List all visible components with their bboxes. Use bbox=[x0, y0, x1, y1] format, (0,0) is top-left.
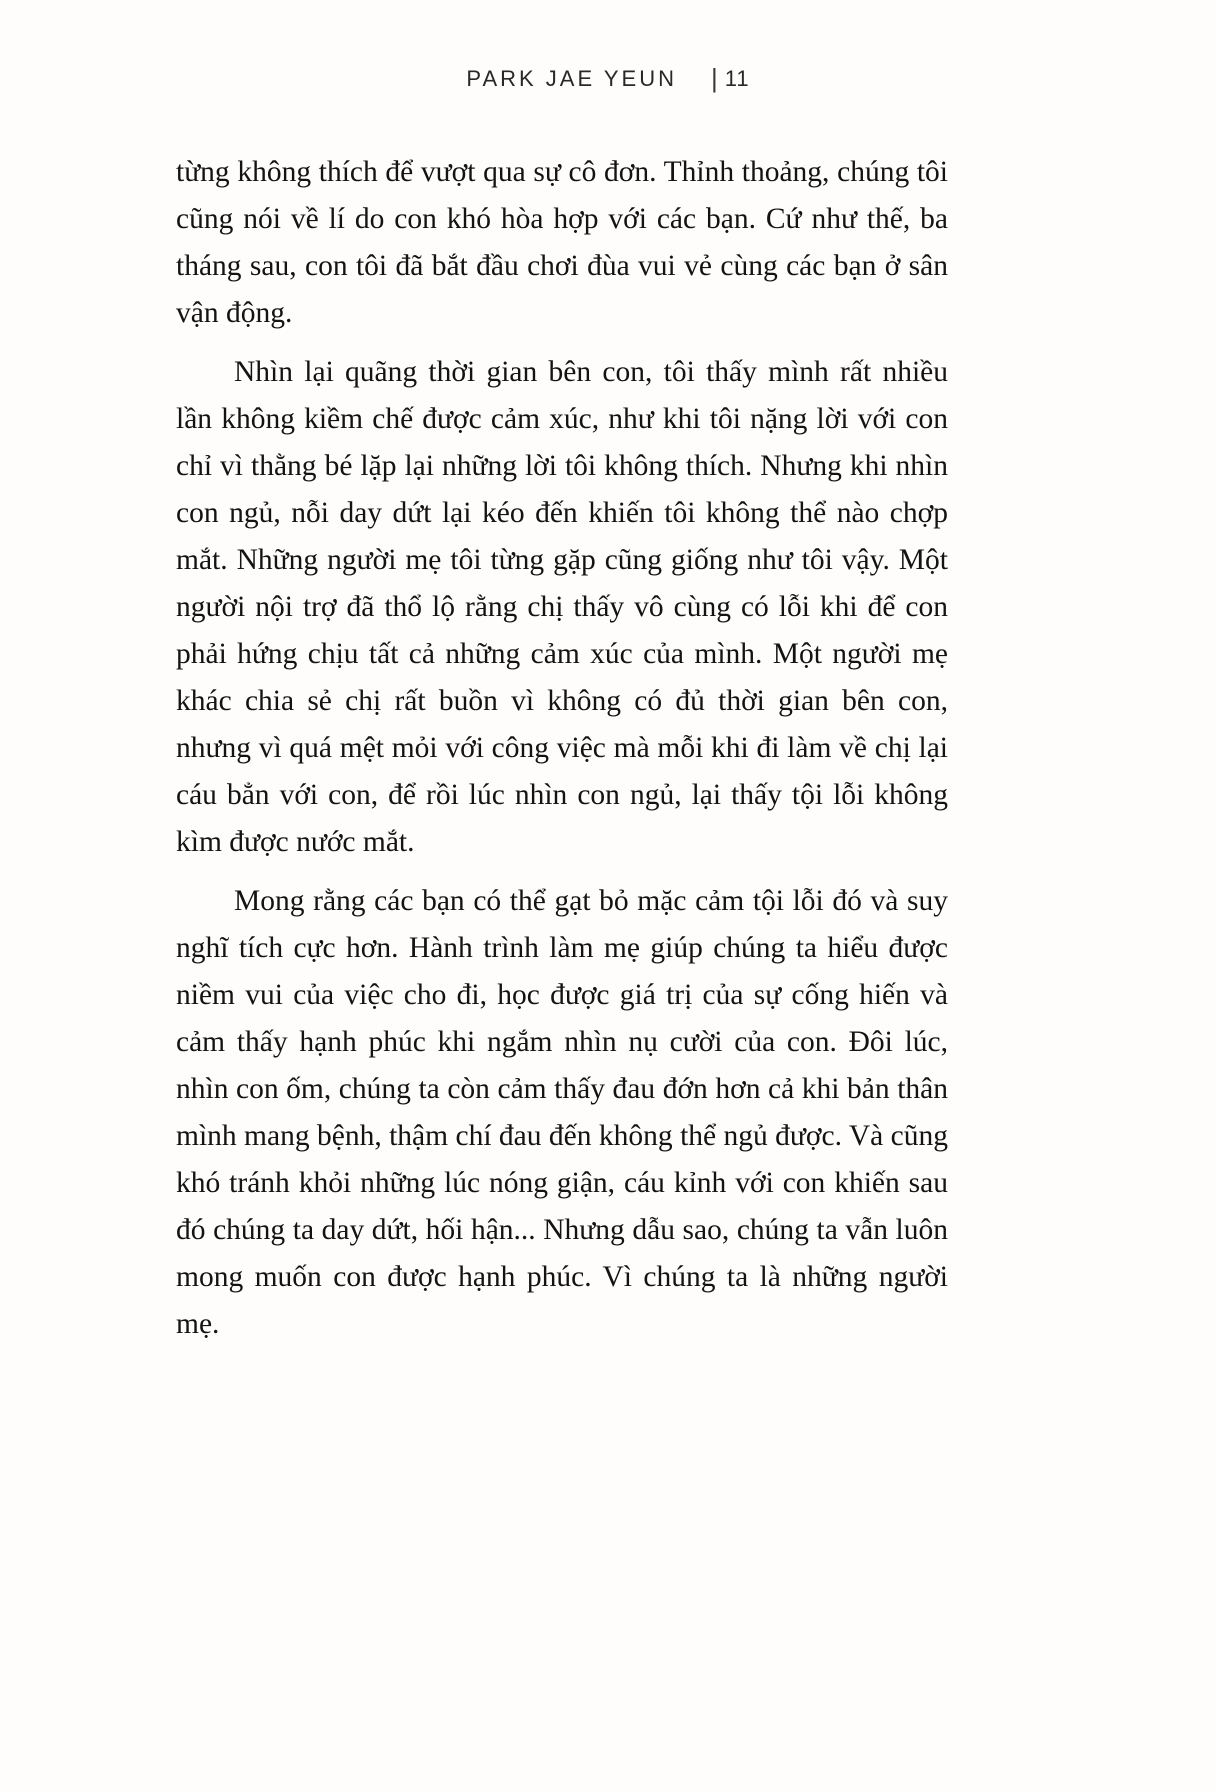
running-header bbox=[0, 62, 1216, 93]
author-name: PARK JAE YEUN bbox=[466, 66, 677, 91]
page-number: 11 bbox=[724, 66, 750, 91]
folio-divider: | bbox=[710, 63, 718, 93]
paragraph-2: Nhìn lại quãng thời gian bên con, tôi thấy mình rất nhiều lần không kiềm chế được cảm xúc, như khi tôi nặng lời với con chỉ vì thằng bé lặp lại những lời tôi không thích. Nhưng khi nhìn con ngủ, nỗi day dứt lại kéo đến khiến tôi không thể nào chợp mắt. Những người mẹ tôi từng gặp cũng giống như tôi vậy. Một người nội trợ đã thổ lộ rằng chị thấy vô cùng có lỗi khi để con phải hứng chịu tất cả những cảm xúc của mình. Một người mẹ khác chia sẻ chị rất buồn vì không có đủ thời gian bên con, nhưng vì quá mệt mỏi với công việc mà mỗi khi đi làm về chị lại cáu bẳn với con, để rồi lúc nhìn con ngủ, lại thấy tội lỗi không kìm được nước mắt. bbox=[176, 356, 948, 858]
body-text bbox=[176, 149, 948, 1348]
paragraph-3: Mong rằng các bạn có thể gạt bỏ mặc cảm tội lỗi đó và suy nghĩ tích cực hơn. Hành trình làm mẹ giúp chúng ta hiểu được niềm vui của việc cho đi, học được giá trị của sự cống hiến và cảm thấy hạnh phúc khi ngắm nhìn nụ cười của con. Đôi lúc, nhìn con ốm, chúng ta còn cảm thấy đau đớn hơn cả khi bản thân mình mang bệnh, thậm chí đau đến không thể ngủ được. Và cũng khó tránh khỏi những lúc nóng giận, cáu kỉnh với con khiến sau đó chúng ta day dứt, hối hận... Nhưng dẫu sao, chúng ta vẫn luôn mong muốn con được hạnh phúc. Vì chúng ta là những người mẹ. bbox=[176, 885, 948, 1340]
paragraph-1: từng không thích để vượt qua sự cô đơn. Thỉnh thoảng, chúng tôi cũng nói về lí do con khó hòa hợp với các bạn. Cứ như thế, ba tháng sau, con tôi đã bắt đầu chơi đùa vui vẻ cùng các bạn ở sân vận động. bbox=[176, 156, 948, 329]
folio bbox=[711, 62, 750, 93]
